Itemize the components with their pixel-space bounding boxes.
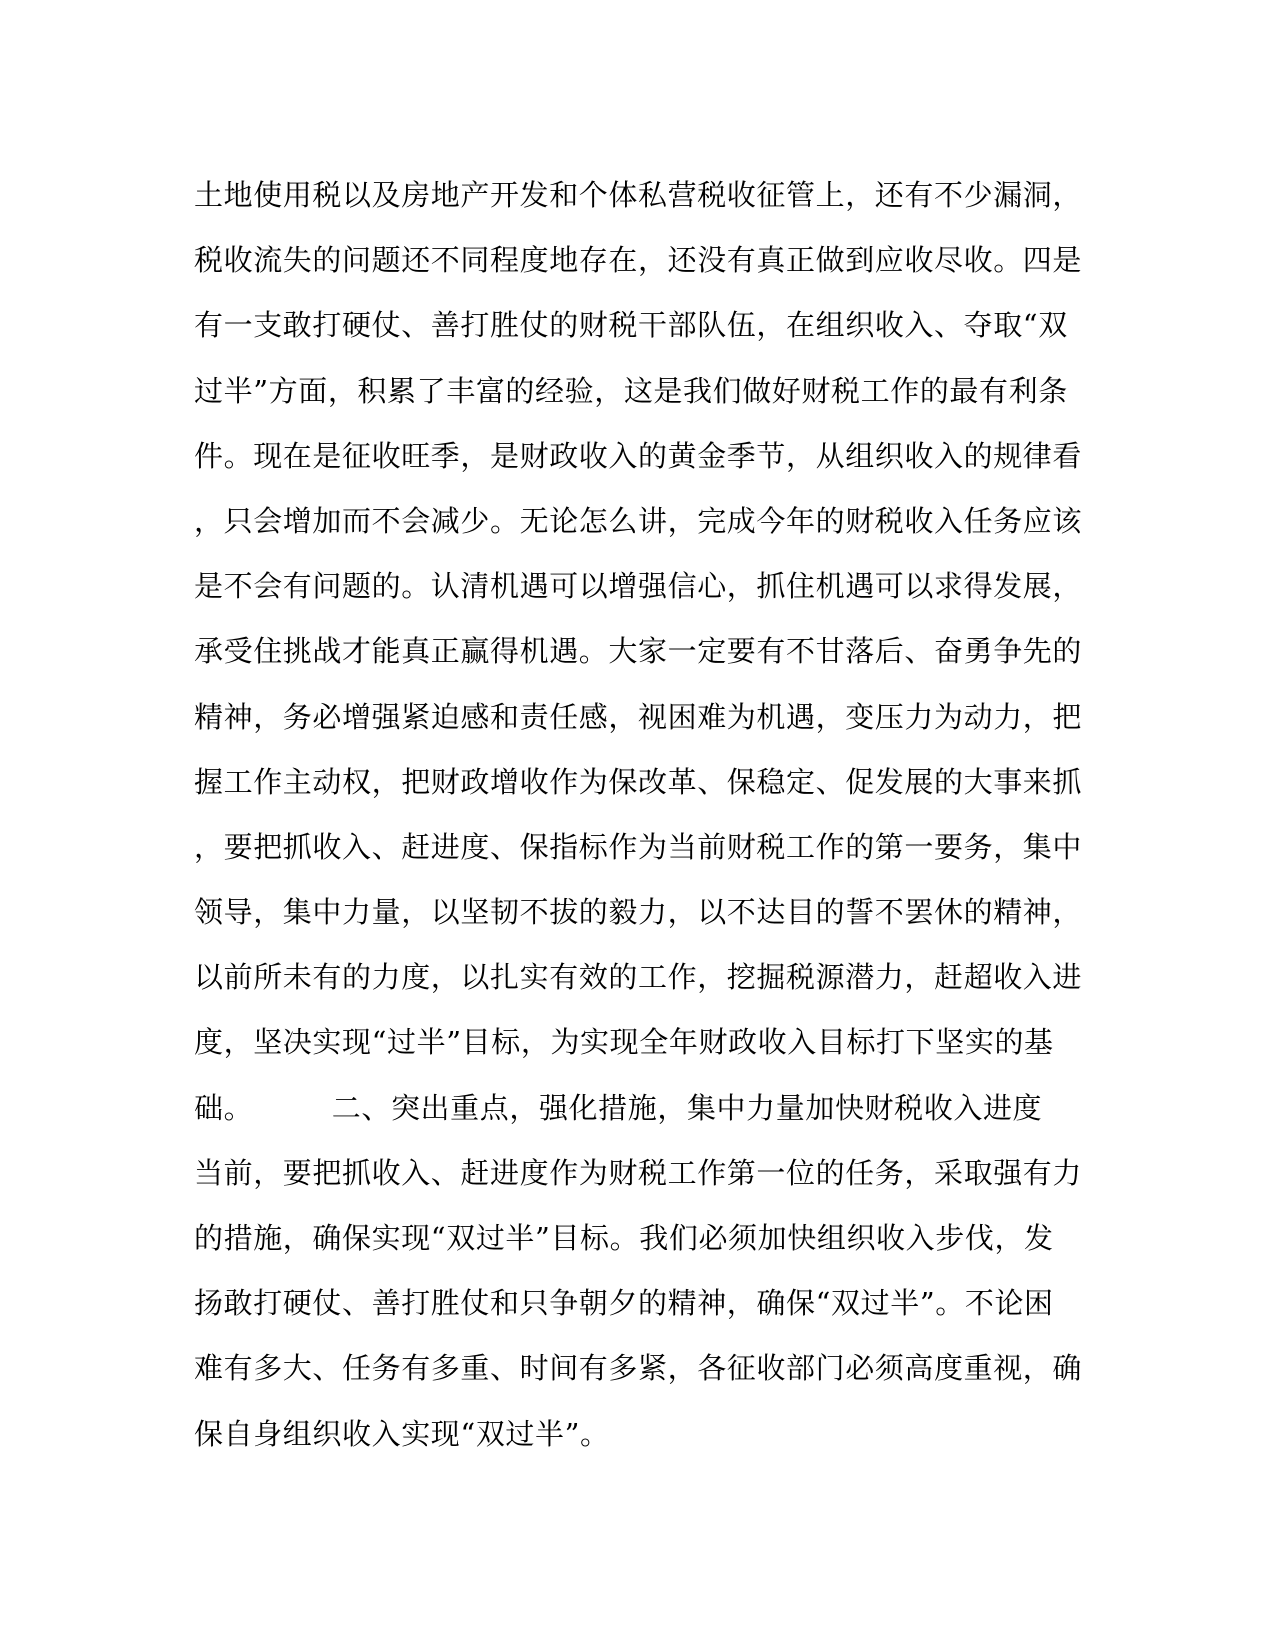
text-line-8: 承受住挑战才能真正赢得机遇。大家一定要有不甘落后、奋勇争先的 [194,634,1083,669]
text-line-7: 是不会有问题的。认清机遇可以增强信心，抓住机遇可以求得发展， [194,569,1083,604]
text-line-1: 土地使用税以及房地产开发和个体私营税收征管上，还有不少漏洞， [194,178,1083,212]
body-text [194,163,1084,1467]
text-line-13: 以前所未有的力度，以扎实有效的工作，挖掘税源潜力，赶超收入进 [194,960,1083,995]
text-line-10: 握工作主动权，把财政增收作为保改革、保稳定、促发展的大事来抓 [194,764,1083,799]
text-line-19: 难有多大、任务有多重、时间有多紧，各征收部门必须高度重视，确 [194,1351,1083,1386]
text-line-12: 领导，集中力量，以坚韧不拔的毅力，以不达目的誓不罢休的精神， [194,895,1083,930]
text-line-16: 当前，要把抓收入、赶进度作为财税工作第一位的任务，采取强有力 [194,1155,1083,1190]
text-line-9: 精神，务必增强紧迫感和责任感，视困难为机遇，变压力为动力，把 [194,699,1083,734]
text-line-11: ，要把抓收入、赶进度、保指标作为当前财税工作的第一要务，集中 [194,829,1083,864]
text-line-14: 度，坚决实现“过半”目标，为实现全年财政收入目标打下坚实的基 [194,1025,1054,1060]
text-line-18: 扬敢打硬仗、善打胜仗和只争朝夕的精神，确保“双过半”。不论困 [194,1286,1054,1321]
text-line-4: 过半”方面，积累了丰富的经验，这是我们做好财税工作的最有利条 [194,373,1068,408]
text-line-20: 保自身组织收入实现“双过半”。 [194,1416,610,1451]
text-line-6: ，只会增加而不会减少。无论怎么讲，完成今年的财税收入任务应该 [194,503,1083,538]
text-line-15: 础。 二、突出重点，强化措施，集中力量加快财税收入进度 [194,1090,1043,1125]
text-line-3: 有一支敢打硬仗、善打胜仗的财税干部队伍，在组织收入、夺取“双 [194,308,1068,343]
text-line-5: 件。现在是征收旺季，是财政收入的黄金季节，从组织收入的规律看 [194,438,1083,473]
text-line-2: 税收流失的问题还不同程度地存在，还没有真正做到应收尽收。四是 [194,243,1083,278]
text-line-17: 的措施，确保实现“双过半”目标。我们必须加快组织收入步伐，发 [194,1221,1054,1255]
